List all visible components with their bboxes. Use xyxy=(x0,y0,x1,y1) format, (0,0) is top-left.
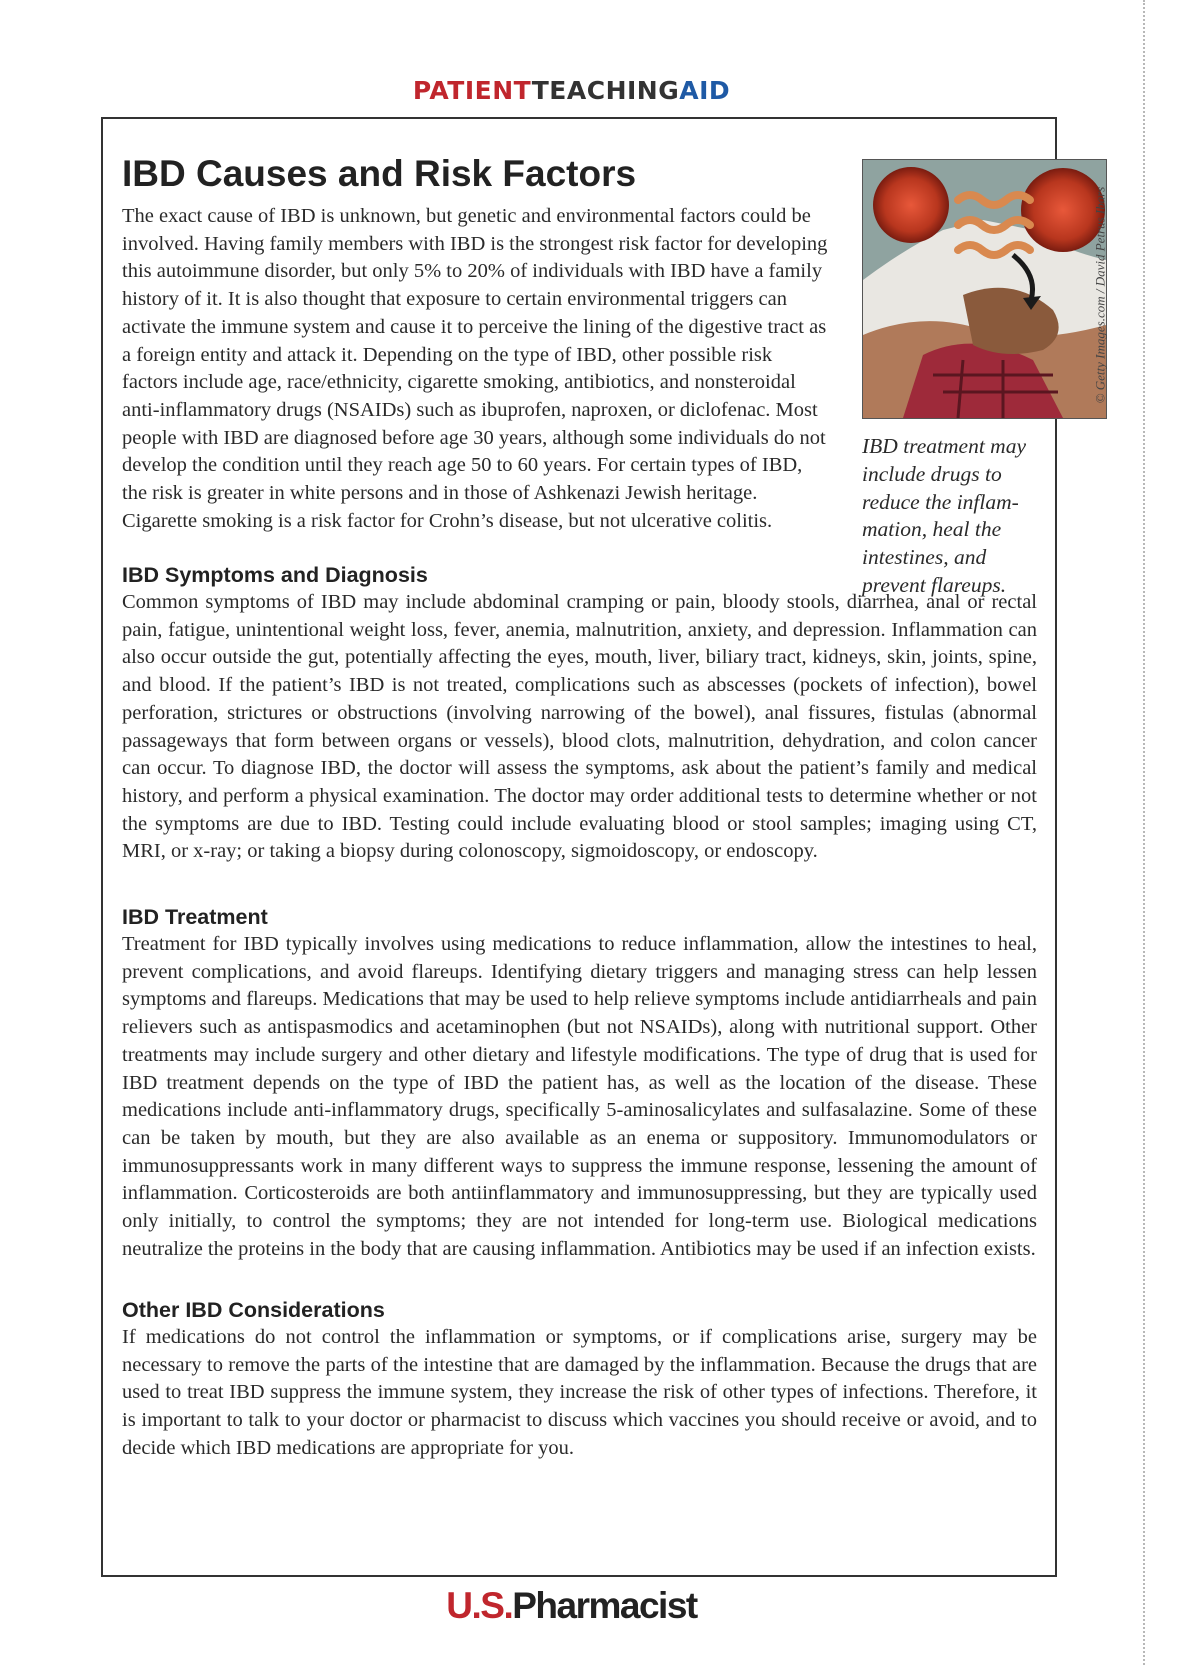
section-text-symptoms: Common symptoms of IBD may include abdominal cramping or pain, bloody stools, diarrhea, anal or rectal pain, fatigue, unintentional weight loss, fever, anemia, malnutrition, anxiety, and depression. Inflammation can also occur outside the gut, potentially affecting the eyes, mouth, liver, biliary tract, kidneys, skin, joints, spine, and blood. If the patient’s IBD is not treated, complications such as abscesses (pockets of infection), bowel perforation, strictures or obstructions (involving narrowing of the bowel), anal fissures, fistulas (abnormal passageways that form between organs or vessels), blood clots, malnutrition, dehydration, and colon cancer can occur. To diagnose IBD, the doctor will assess the symptoms, ask about the patient’s family and medical history, and perform a physical examination. The doctor may order additional tests to determine whether or not the symptoms are due to IBD. Testing could include evaluating blood or stool samples; imaging using CT, MRI, or x-ray; or taking a biopsy during colonoscopy, sigmoidoscopy, or endoscopy. xyxy=(122,591,1037,863)
section-heading-symptoms: IBD Symptoms and Diagnosis xyxy=(122,563,428,587)
section-text-considerations: If medications do not control the inflammation or symptoms, or if complications arise, surgery may be necessary to remove the parts of the intestine that are damaged by the inflammation. Because the drugs that are used to treat IBD suppress the immune system, they increase the risk of other types of infections. Therefore, it is important to talk to your doctor or pharmacist to discuss which vaccines you should receive or avoid, and to decide which IBD medications are appropriate for you. xyxy=(122,1326,1037,1459)
intro-paragraph: The exact cause of IBD is unknown, but genetic and environmental factors could be involved. Having family members with IBD is the strongest risk factor for developing this autoimmune disorder, but only 5% to 20% of individuals with IBD have a family history of it. It is also thought that exposure to certain environmental triggers can activate the immune system and cause it to perceive the lining of the digestive tract as a foreign entity and attack it. Depending on the type of IBD, other possible risk factors include age, race/ethnicity, cigarette smoking, antibiotics, and nonsteroidal anti-inflammatory drugs (NSAIDs) such as ibuprofen, naproxen, or diclofenac. Most people with IBD are diagnosed before age 30 years, although some individuals do not develop the condition until they reach age 50 to 60 years. For certain types of IBD, the risk is greater in white persons and in those of Ashkenazi Jewish heritage. Cigarette smoking is a risk factor for Crohn’s disease, but not ulcerative colitis. xyxy=(122,205,828,532)
us-pharmacist-logo xyxy=(0,1583,1143,1629)
photo-credit: © Getty Images.com / David Petrus Ibars xyxy=(1092,186,1108,404)
header-aid: AID xyxy=(679,76,731,105)
patient-teaching-aid-header xyxy=(0,76,1143,106)
page-cut-line xyxy=(1143,0,1145,1665)
logo-pharmacist: Pharmacist xyxy=(512,1585,697,1626)
header-patient: PATIENT xyxy=(412,76,532,105)
logo-us: U.S. xyxy=(446,1585,513,1626)
section-heading-considerations: Other IBD Considerations xyxy=(122,1298,385,1322)
section-text-treatment: Treatment for IBD typically involves using medications to reduce inflammation, allow the intestines to heal, prevent complications, and avoid flareups. Identifying dietary triggers and managing stress can help lessen symptoms and flareups. Medications that may be used to help relieve symptoms include antidiarrheals and pain relievers such as antispasmodics and acetaminophen (but not NSAIDs), along with nutritional support. Other treatments may include surgery and other dietary and lifestyle modifications. The type of drug that is used for IBD treatment depends on the type of IBD the patient has, as well as the location of the disease. These medications include anti-inflammatory drugs, specifically 5-aminosalicylates and sulfasalazine. Some of these can be taken by mouth, but they are also available as an enema or suppository. Immunomodulators or immunosuppressants work in many different ways to suppress the immune response, lessening the amount of inflammation. Corticosteroids are both antiinflammatory and immunosuppressing, but they are typically used only initially, to control the symptoms; they are not intended for long-term use. Biological medications neutralize the proteins in the body that are causing inflammation. Antibiotics may be used if an infection exists. xyxy=(122,933,1037,1260)
page-title: IBD Causes and Risk Factors xyxy=(122,153,637,194)
image-caption: IBD treatment may include drugs to reduce the inflammation, heal the intestines, and prevent flareups. xyxy=(862,434,1026,597)
header-teaching: TEACHING xyxy=(531,76,680,105)
section-heading-treatment: IBD Treatment xyxy=(122,905,268,929)
illustration-image xyxy=(862,159,1107,419)
abdominal-pain-illustration-icon xyxy=(863,160,1106,418)
